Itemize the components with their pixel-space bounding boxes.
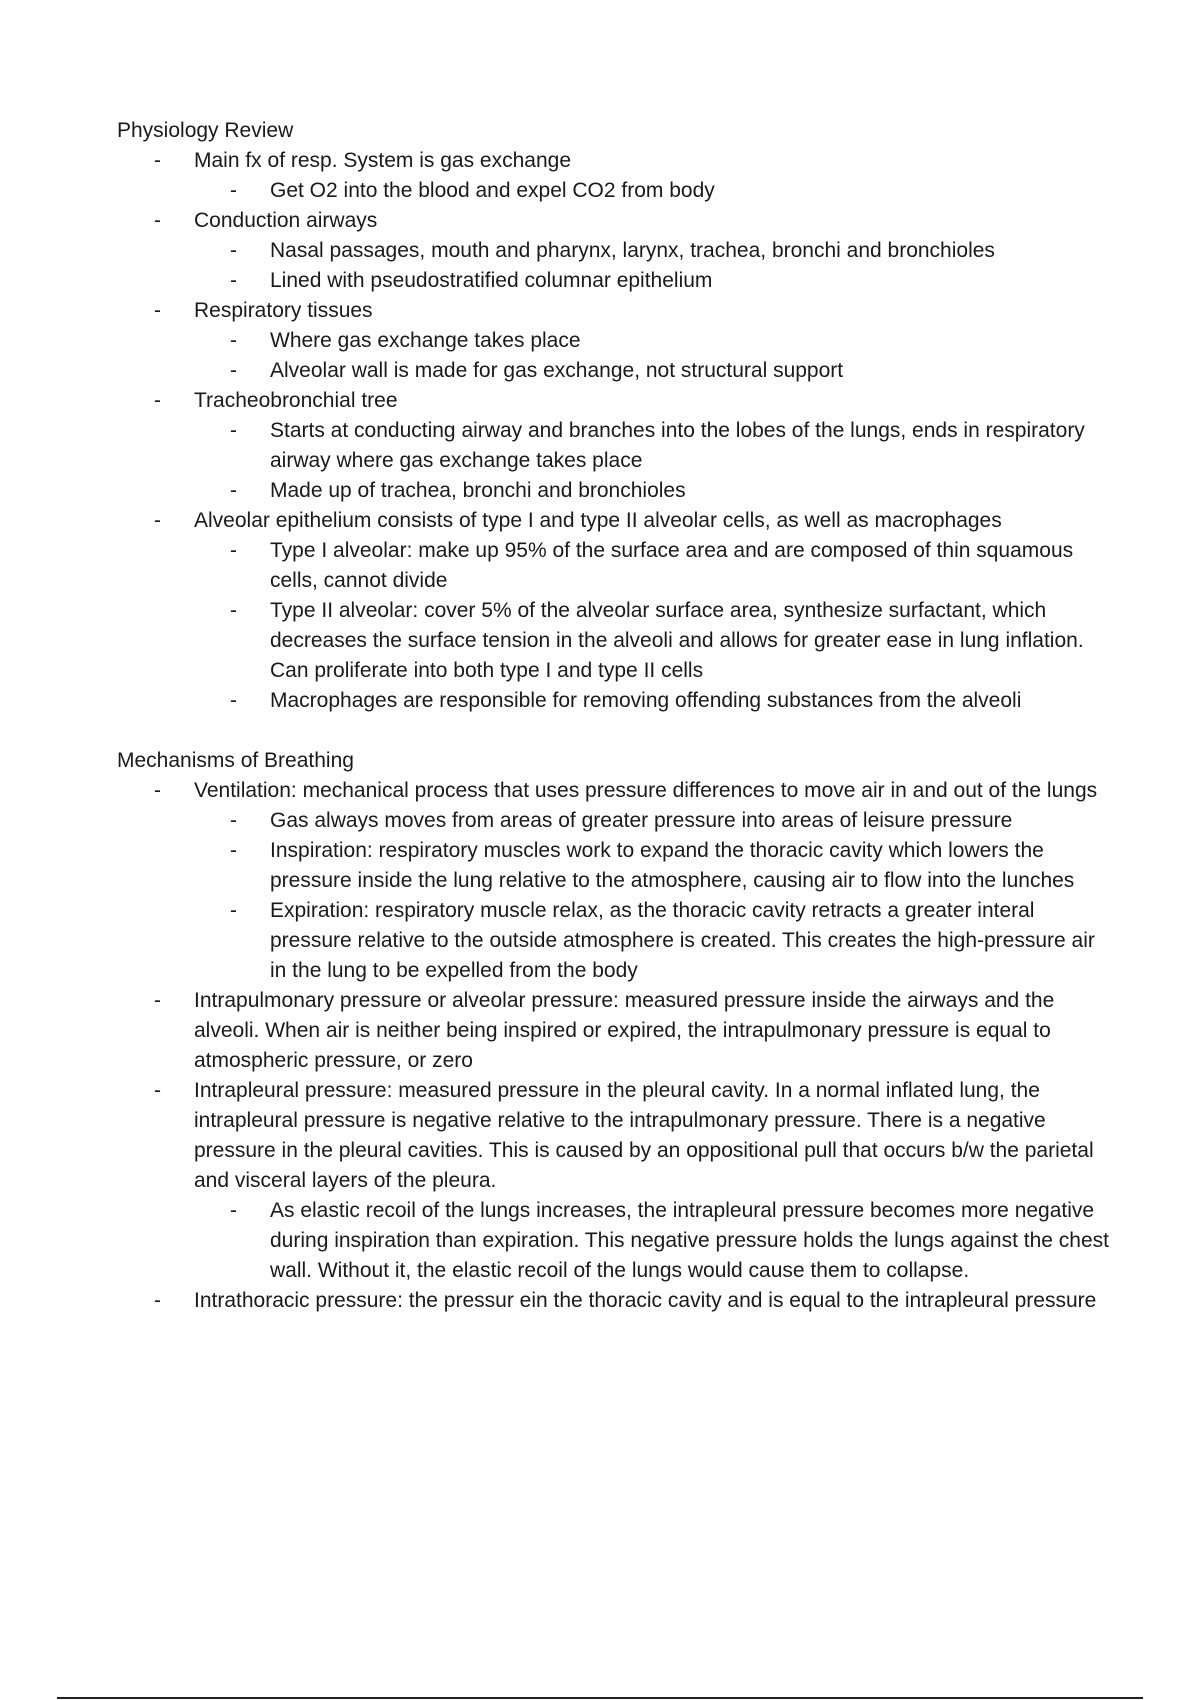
sub-bullet-list <box>193 806 1117 986</box>
list-item-text: Intrapleural pressure: measured pressure in the pleural cavity. In a normal inflated lung, the intrapleural pressure is negative relative to the intrapulmonary pressure. There is a negative pressure in the pleural cavities. This is caused by an oppositional pull that occurs b/w the parietal and visceral layers of the pleura. <box>194 1079 1094 1192</box>
sub-list-item: - Macrophages are responsible for removing offending substances from the alveoli <box>193 686 1117 716</box>
sub-list-item: - Type II alveolar: cover 5% of the alveolar surface area, synthesize surfactant, which decreases the surface tension in the alveoli and allows for greater ease in lung inflation. Can proliferate into both type I and type II cells <box>193 596 1117 686</box>
sub-bullet-list <box>193 1196 1117 1286</box>
sub-list-item: - As elastic recoil of the lungs increases, the intrapleural pressure becomes more negative during inspiration than expiration. This negative pressure holds the lungs against the chest wall. Without it, the elastic recoil of the lungs would cause them to collapse. <box>193 1196 1117 1286</box>
sub-bullet-list <box>193 416 1117 506</box>
sub-bullet-list <box>193 236 1117 296</box>
list-item-text: Intrapulmonary pressure or alveolar pressure: measured pressure inside the airways and the alveoli. When air is neither being inspired or expired, the intrapulmonary pressure is equal to atmospheric pressure, or zero <box>194 989 1055 1072</box>
document-page <box>117 116 1117 1316</box>
sub-list-item: - Type I alveolar: make up 95% of the surface area and are composed of thin squamous cells, cannot divide <box>193 536 1117 596</box>
sub-list-item: - Nasal passages, mouth and pharynx, larynx, trachea, bronchi and bronchioles <box>193 236 1117 266</box>
list-item-text: Conduction airways <box>194 209 378 232</box>
section-mechanisms-of-breathing <box>117 746 1117 1316</box>
sub-bullet-list <box>193 326 1117 386</box>
list-item <box>117 146 1117 206</box>
sub-list-item: - Lined with pseudostratified columnar epithelium <box>193 266 1117 296</box>
sub-list-item: - Alveolar wall is made for gas exchange, not structural support <box>193 356 1117 386</box>
sub-list-item: - Inspiration: respiratory muscles work to expand the thoracic cavity which lowers the pressure inside the lung relative to the atmosphere, causing air to flow into the lunches <box>193 836 1117 896</box>
list-item <box>117 1076 1117 1286</box>
list-item-text: Ventilation: mechanical process that uses pressure differences to move air in and out of the lungs <box>194 779 1098 802</box>
section-physiology-review <box>117 116 1117 716</box>
list-item <box>117 386 1117 506</box>
sub-list-item: - Get O2 into the blood and expel CO2 from body <box>193 176 1117 206</box>
list-item-text: Main fx of resp. System is gas exchange <box>194 149 572 172</box>
list-item-text: Respiratory tissues <box>194 299 373 322</box>
sub-bullet-list <box>193 176 1117 206</box>
list-item <box>117 986 1117 1076</box>
sub-bullet-list <box>193 536 1117 716</box>
sub-list-item: - Starts at conducting airway and branches into the lobes of the lungs, ends in respiratory airway where gas exchange takes place <box>193 416 1117 476</box>
bullet-list <box>117 146 1117 716</box>
list-item-text: Intrathoracic pressure: the pressur ein the thoracic cavity and is equal to the intrapleural pressure <box>194 1289 1097 1312</box>
list-item <box>117 1286 1117 1316</box>
bottom-divider <box>57 1697 1143 1699</box>
list-item-text: Tracheobronchial tree <box>194 389 398 412</box>
list-item <box>117 506 1117 716</box>
sub-list-item: - Made up of trachea, bronchi and bronchioles <box>193 476 1117 506</box>
sub-list-item: - Gas always moves from areas of greater pressure into areas of leisure pressure <box>193 806 1117 836</box>
list-item-text: Alveolar epithelium consists of type I and type II alveolar cells, as well as macrophages <box>194 509 1002 532</box>
list-item <box>117 206 1117 296</box>
bullet-list <box>117 776 1117 1316</box>
list-item <box>117 776 1117 986</box>
sub-list-item: - Where gas exchange takes place <box>193 326 1117 356</box>
sub-list-item: - Expiration: respiratory muscle relax, as the thoracic cavity retracts a greater interal pressure relative to the outside atmosphere is created. This creates the high-pressure air in the lung to be expelled from the body <box>193 896 1117 986</box>
section-title: Physiology Review <box>117 119 294 142</box>
section-title: Mechanisms of Breathing <box>117 749 354 772</box>
list-item <box>117 296 1117 386</box>
